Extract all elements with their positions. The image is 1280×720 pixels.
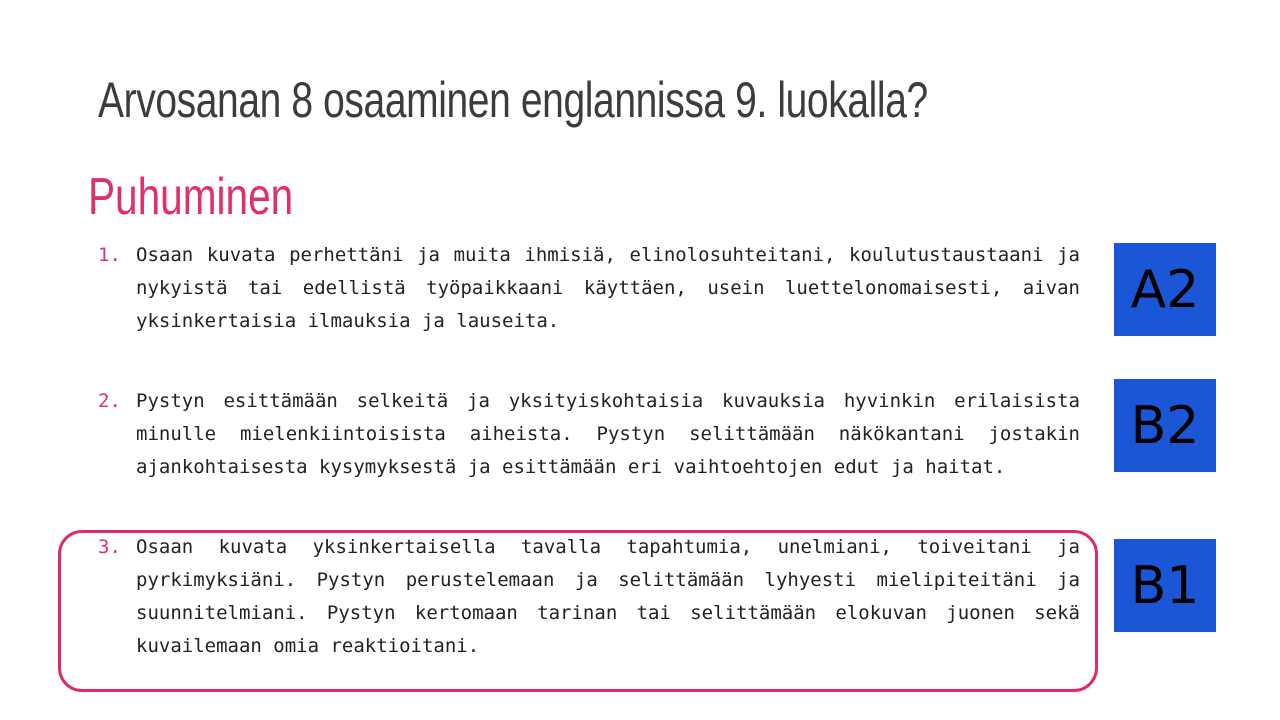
list-item: [98, 385, 1080, 484]
list-item-number: 1.: [98, 244, 121, 266]
level-badge: B2: [1114, 379, 1216, 472]
list-item-number: 3.: [98, 536, 121, 558]
list-item-text: Osaan kuvata yksinkertaisella tavalla tapahtumia, unelmiani, toiveitani ja pyrkimyksiäni. Pystyn perustelemaan ja selittämään lyhyesti mielipiteitäni ja suunnitelmiani. Pystyn kertomaan tarinan tai selittämään elokuvan juonen sekä kuvailemaan omia reaktioitani.: [136, 536, 1080, 657]
list-item: [98, 531, 1080, 663]
slide-title: Arvosanan 8 osaaminen englannissa 9. luokalla?: [98, 72, 928, 128]
section-heading: Puhuminen: [88, 168, 294, 226]
list-item-text: Pystyn esittämään selkeitä ja yksityiskohtaisia kuvauksia hyvinkin erilaisista minulle mielenkiintoisista aiheista. Pystyn selittämään näkökantani jostakin ajankohtaisesta kysymyksestä ja esittämään eri vaihtoehtojen edut ja haitat.: [136, 390, 1080, 478]
list-item-text: Osaan kuvata perhettäni ja muita ihmisiä, elinolosuhteitani, koulutustaustaani ja nykyistä tai edellistä työpaikkaani käyttäen, usein luettelonomaisesti, aivan yksinkertaisia ilmauksia ja lauseita.: [136, 244, 1080, 332]
list-item: [98, 239, 1080, 338]
level-badge: B1: [1114, 539, 1216, 632]
level-badge: A2: [1114, 243, 1216, 336]
list-item-number: 2.: [98, 390, 121, 412]
